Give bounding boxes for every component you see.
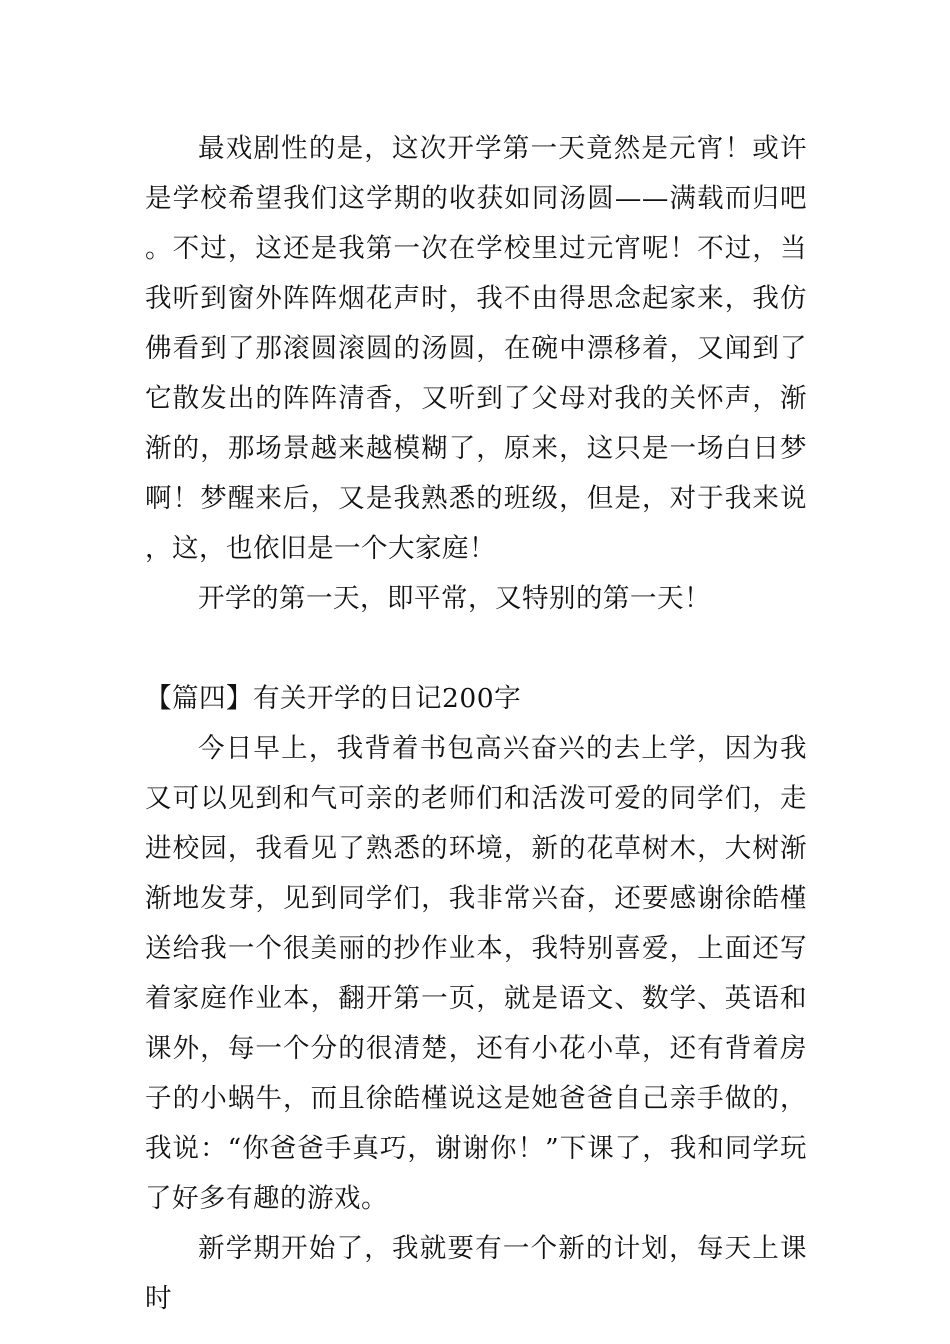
paragraph-new-plan: 新学期开始了，我就要有一个新的计划，每天上课时 [145, 1233, 807, 1314]
section-heading: 【篇四】有关开学的日记200字 [145, 683, 522, 714]
paragraph-yuanxiao: 最戏剧性的是，这次开学第一天竟然是元宵！或许是学校希望我们这学期的收获如同汤圆——满载而归吧。不过，这还是我第一次在学校里过元宵呢！不过，当我听到窗外阵阵烟花声时，我不由得思念起家来，我仿佛看到了那滚圆滚圆的汤圆，在碗中漂移着，又闻到了它散发出的阵阵清香，又听到了父母对我的关怀声，渐渐的，那场景越来越模糊了，原来，这只是一场白日梦啊！梦醒来后，又是我熟悉的班级，但是，对于我来说，这，也依旧是一个大家庭！ [145, 133, 807, 564]
paragraph-morning: 今日早上，我背着书包高兴奋兴的去上学，因为我又可以见到和气可亲的老师们和活泼可爱的同学们，走进校园，我看见了熟悉的环境，新的花草树木，大树渐渐地发芽，见到同学们，我非常兴奋，还要感谢徐皓槿送给我一个很美丽的抄作业本，我特别喜爱，上面还写着家庭作业本，翻开第一页，就是语文、数学、英语和课外，每一个分的很清楚，还有小花小草，还有背着房子的小蜗牛，而且徐皓槿说这是她爸爸自己亲手做的，我说：“你爸爸手真巧，谢谢你！”下课了，我和同学玩了好多有趣的游戏。 [145, 733, 807, 1214]
paragraph-first-day: 开学的第一天，即平常，又特别的第一天！ [198, 583, 711, 614]
document-body [145, 124, 807, 1324]
